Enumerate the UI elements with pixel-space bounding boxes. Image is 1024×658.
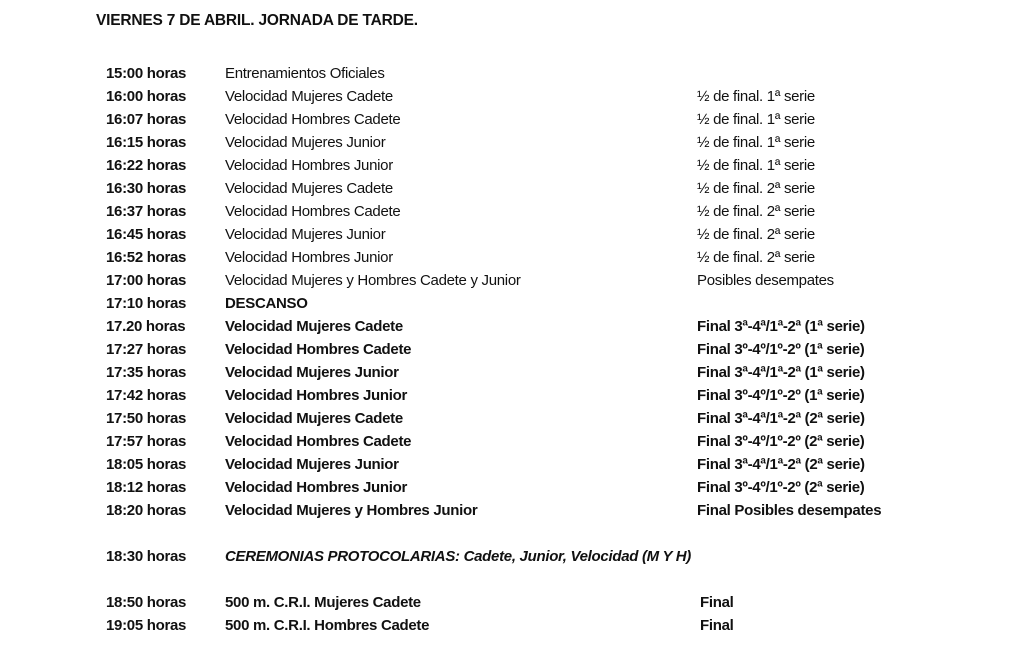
schedule-row [0, 592, 1024, 614]
time-cell: 15:00 horas [106, 65, 187, 82]
schedule-row [0, 500, 1024, 522]
event-cell: Velocidad Hombres Cadete [225, 433, 412, 450]
round-cell: Final 3ª-4ª/1ª-2ª (2ª serie) [697, 410, 865, 427]
time-cell: 17:57 horas [106, 433, 187, 450]
round-cell: ½ de final. 1ª serie [697, 157, 815, 174]
time-cell: 16:07 horas [106, 111, 187, 128]
time-cell: 19:05 horas [106, 617, 187, 634]
event-cell: Velocidad Mujeres Cadete [225, 318, 403, 335]
event-cell: 500 m. C.R.I. Mujeres Cadete [225, 594, 421, 611]
schedule-row [0, 63, 1024, 85]
time-cell: 17:10 horas [106, 295, 187, 312]
time-cell: 17:50 horas [106, 410, 187, 427]
event-cell: CEREMONIAS PROTOCOLARIAS: Cadete, Junior, Velocidad (M Y H) [225, 548, 691, 565]
event-cell: Velocidad Hombres Cadete [225, 341, 412, 358]
schedule-row [0, 615, 1024, 637]
schedule-row [0, 454, 1024, 476]
time-cell: 16:37 horas [106, 203, 187, 220]
page-title: VIERNES 7 DE ABRIL. JORNADA DE TARDE. [96, 12, 418, 29]
round-cell: ½ de final. 2ª serie [697, 180, 815, 197]
time-cell: 16:15 horas [106, 134, 187, 151]
schedule-row [0, 546, 1024, 568]
time-cell: 16:45 horas [106, 226, 187, 243]
time-cell: 18:30 horas [106, 548, 187, 565]
event-cell: Entrenamientos Oficiales [225, 65, 385, 82]
event-cell: Velocidad Mujeres Cadete [225, 88, 393, 105]
event-cell: Velocidad Hombres Junior [225, 157, 393, 174]
schedule-row [0, 109, 1024, 131]
time-cell: 17.20 horas [106, 318, 186, 335]
round-cell: ½ de final. 2ª serie [697, 203, 815, 220]
round-cell: Final 3ª-4ª/1ª-2ª (2ª serie) [697, 456, 865, 473]
schedule-row [0, 408, 1024, 430]
schedule-row [0, 224, 1024, 246]
time-cell: 18:12 horas [106, 479, 187, 496]
time-cell: 18:20 horas [106, 502, 187, 519]
event-cell: Velocidad Mujeres Cadete [225, 180, 393, 197]
schedule-row [0, 477, 1024, 499]
round-cell: Final [700, 617, 734, 634]
schedule-row [0, 132, 1024, 154]
event-cell: Velocidad Mujeres Junior [225, 226, 386, 243]
time-cell: 17:27 horas [106, 341, 187, 358]
schedule-row [0, 385, 1024, 407]
schedule-row [0, 362, 1024, 384]
time-cell: 16:22 horas [106, 157, 187, 174]
round-cell: ½ de final. 2ª serie [697, 249, 815, 266]
schedule-row [0, 178, 1024, 200]
event-cell: Velocidad Mujeres Junior [225, 134, 386, 151]
round-cell: Final [700, 594, 734, 611]
schedule-row [0, 155, 1024, 177]
schedule-row [0, 270, 1024, 292]
round-cell: Final 3ª-4ª/1ª-2ª (1ª serie) [697, 318, 865, 335]
event-cell: Velocidad Mujeres Junior [225, 364, 399, 381]
event-cell: Velocidad Mujeres y Hombres Junior [225, 502, 478, 519]
schedule-row [0, 339, 1024, 361]
event-cell: Velocidad Hombres Junior [225, 387, 408, 404]
round-cell: Final 3ª-4ª/1ª-2ª (1ª serie) [697, 364, 865, 381]
time-cell: 18:05 horas [106, 456, 187, 473]
event-cell: Velocidad Hombres Cadete [225, 111, 401, 128]
schedule-row [0, 293, 1024, 315]
schedule-row [0, 247, 1024, 269]
round-cell: Final 3º-4º/1º-2º (1ª serie) [697, 387, 865, 404]
schedule-row [0, 201, 1024, 223]
time-cell: 17:42 horas [106, 387, 187, 404]
round-cell: Final 3º-4º/1º-2º (2ª serie) [697, 433, 865, 450]
time-cell: 16:52 horas [106, 249, 187, 266]
time-cell: 18:50 horas [106, 594, 187, 611]
event-cell: Velocidad Mujeres Junior [225, 456, 399, 473]
time-cell: 16:30 horas [106, 180, 187, 197]
schedule-row [0, 86, 1024, 108]
round-cell: Final Posibles desempates [697, 502, 882, 519]
time-cell: 17:00 horas [106, 272, 187, 289]
round-cell: ½ de final. 1ª serie [697, 88, 815, 105]
round-cell: Final 3º-4º/1º-2º (2ª serie) [697, 479, 865, 496]
round-cell: ½ de final. 2ª serie [697, 226, 815, 243]
round-cell: Final 3º-4º/1º-2º (1ª serie) [697, 341, 865, 358]
schedule-row [0, 316, 1024, 338]
round-cell: ½ de final. 1ª serie [697, 111, 815, 128]
event-cell: Velocidad Mujeres y Hombres Cadete y Junior [225, 272, 521, 289]
round-cell: ½ de final. 1ª serie [697, 134, 815, 151]
event-cell: Velocidad Hombres Cadete [225, 203, 401, 220]
time-cell: 16:00 horas [106, 88, 187, 105]
event-cell: DESCANSO [225, 295, 308, 312]
event-cell: Velocidad Mujeres Cadete [225, 410, 403, 427]
schedule-row [0, 431, 1024, 453]
round-cell: Posibles desempates [697, 272, 834, 289]
event-cell: Velocidad Hombres Junior [225, 249, 393, 266]
time-cell: 17:35 horas [106, 364, 187, 381]
event-cell: Velocidad Hombres Junior [225, 479, 408, 496]
event-cell: 500 m. C.R.I. Hombres Cadete [225, 617, 430, 634]
